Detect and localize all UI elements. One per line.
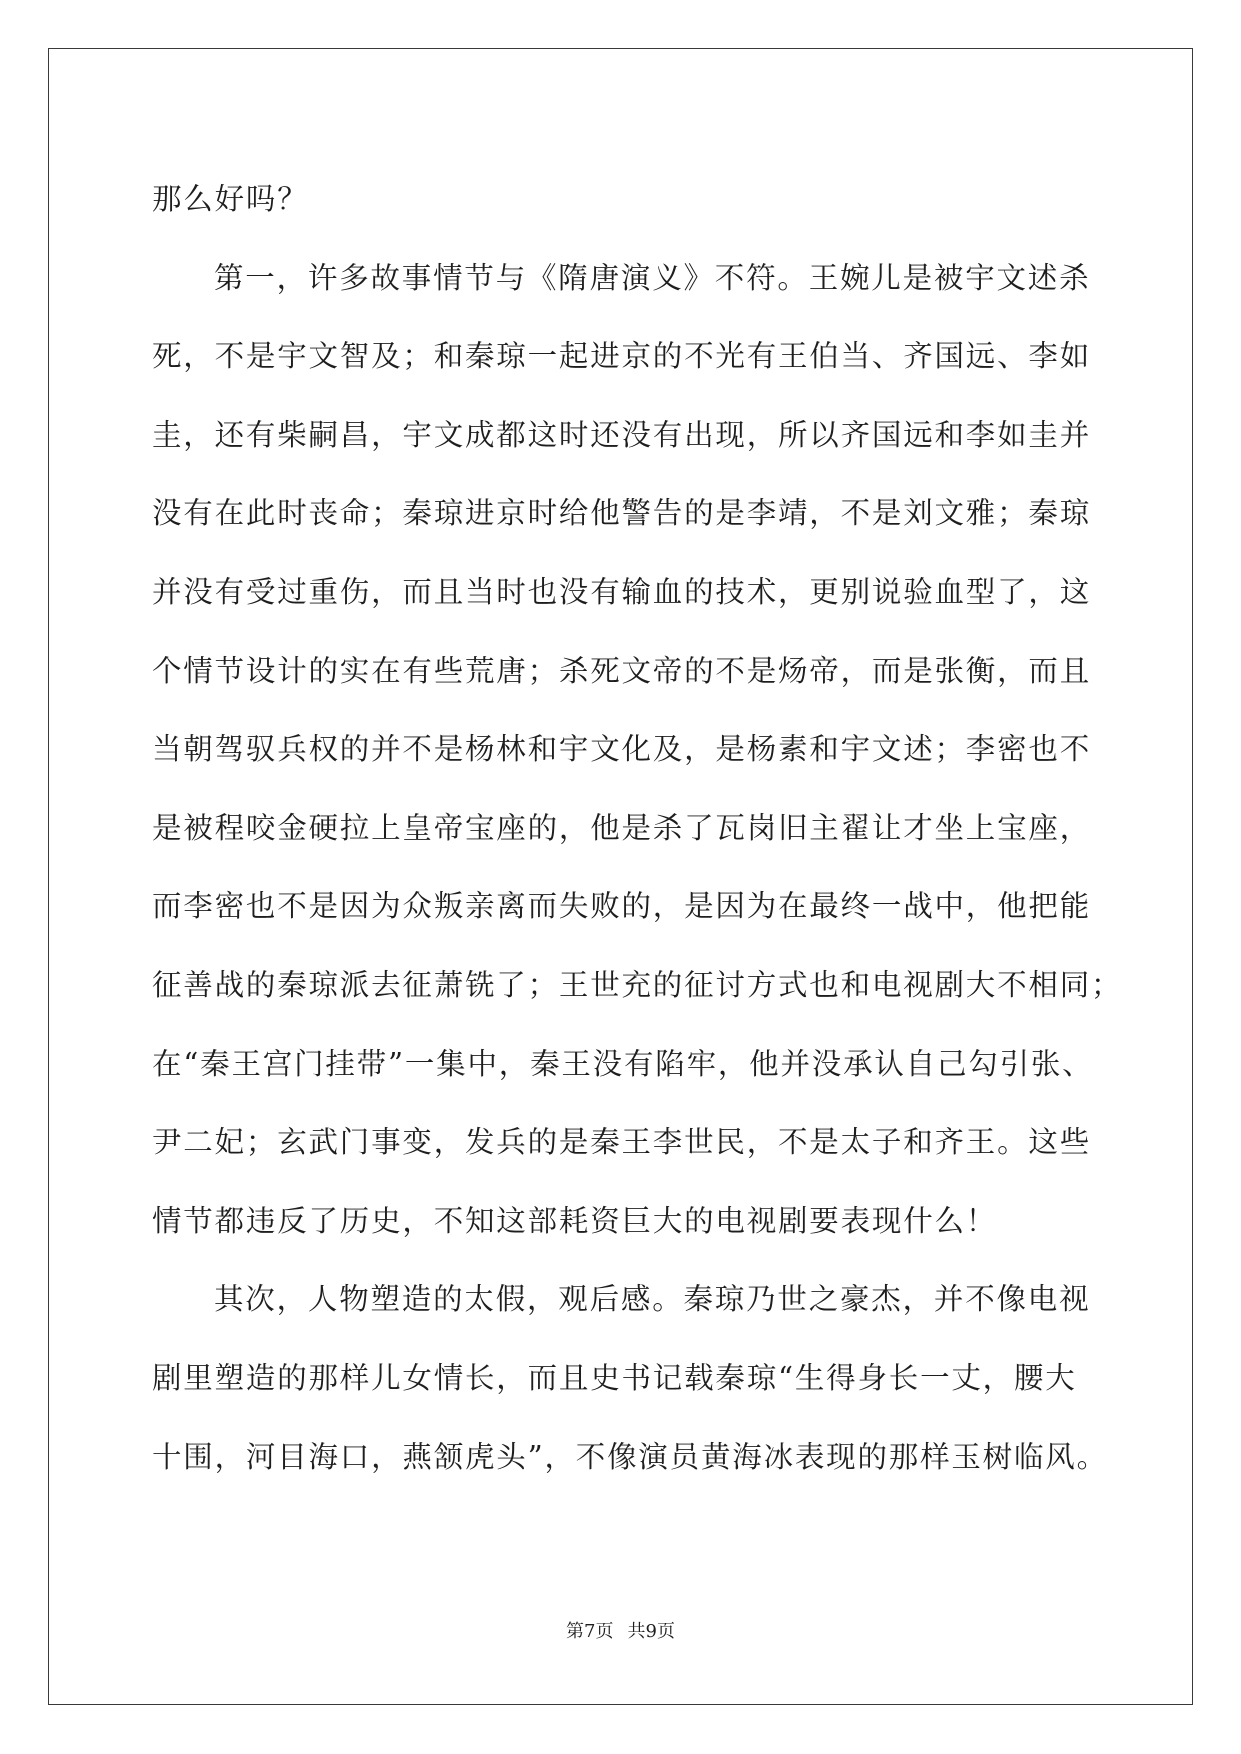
page-footer [0,1620,1241,1644]
document-body [152,160,1123,1496]
text-line: 那么好吗？ [152,182,309,216]
text-line: 而李密也不是因为众叛亲离而失败的，是因为在最终一战中，他把能 [152,889,1092,924]
text-line: 剧里塑造的那样儿女情长，而且史书记载秦琼“生得身长一丈，腰大 [152,1360,1077,1395]
text-line: 尹二妃；玄武门事变，发兵的是秦王李世民，不是太子和齐王。这些 [152,1125,1092,1160]
text-line: 死，不是宇文智及；和秦琼一起进京的不光有王伯当、齐国远、李如 [152,339,1092,374]
text-line: 并没有受过重伤，而且当时也没有输血的技术，更别说验血型了，这 [152,574,1092,609]
text-line: 征善战的秦琼派去征萧铣了；王世充的征讨方式也和电视剧大不相同； [152,967,1123,1002]
text-line: 没有在此时丧命；秦琼进京时给他警告的是李靖，不是刘文雅；秦琼 [152,496,1092,531]
page-total: 共9页 [627,1621,675,1642]
page-number: 第7页 [566,1621,614,1642]
text-line: 圭，还有柴嗣昌，宇文成都这时还没有出现，所以齐国远和李如圭并 [152,417,1092,452]
paragraph-first-line: 其次，人物塑造的太假，观后感。秦琼乃世之豪杰，并不像电视 [214,1282,1091,1317]
text-line: 个情节设计的实在有些荒唐；杀死文帝的不是炀帝，而是张衡，而且 [152,653,1092,688]
text-line: 十围，河目海口，燕颔虎头”，不像演员黄海冰表现的那样玉树临风。 [152,1439,1108,1474]
text-line: 在“秦王宫门挂带”一集中，秦王没有陷牢，他并没承认自己勾引张、 [152,1046,1094,1081]
paragraph-first-line: 第一，许多故事情节与《隋唐演义》不符。王婉儿是被宇文述杀 [214,260,1091,295]
text-line: 是被程咬金硬拉上皇帝宝座的，他是杀了瓦岗旧主翟让才坐上宝座， [152,810,1092,845]
text-line: 当朝驾驭兵权的并不是杨林和宇文化及，是杨素和宇文述；李密也不 [152,732,1092,767]
text-line: 情节都违反了历史，不知这部耗资巨大的电视剧要表现什么！ [152,1203,998,1238]
